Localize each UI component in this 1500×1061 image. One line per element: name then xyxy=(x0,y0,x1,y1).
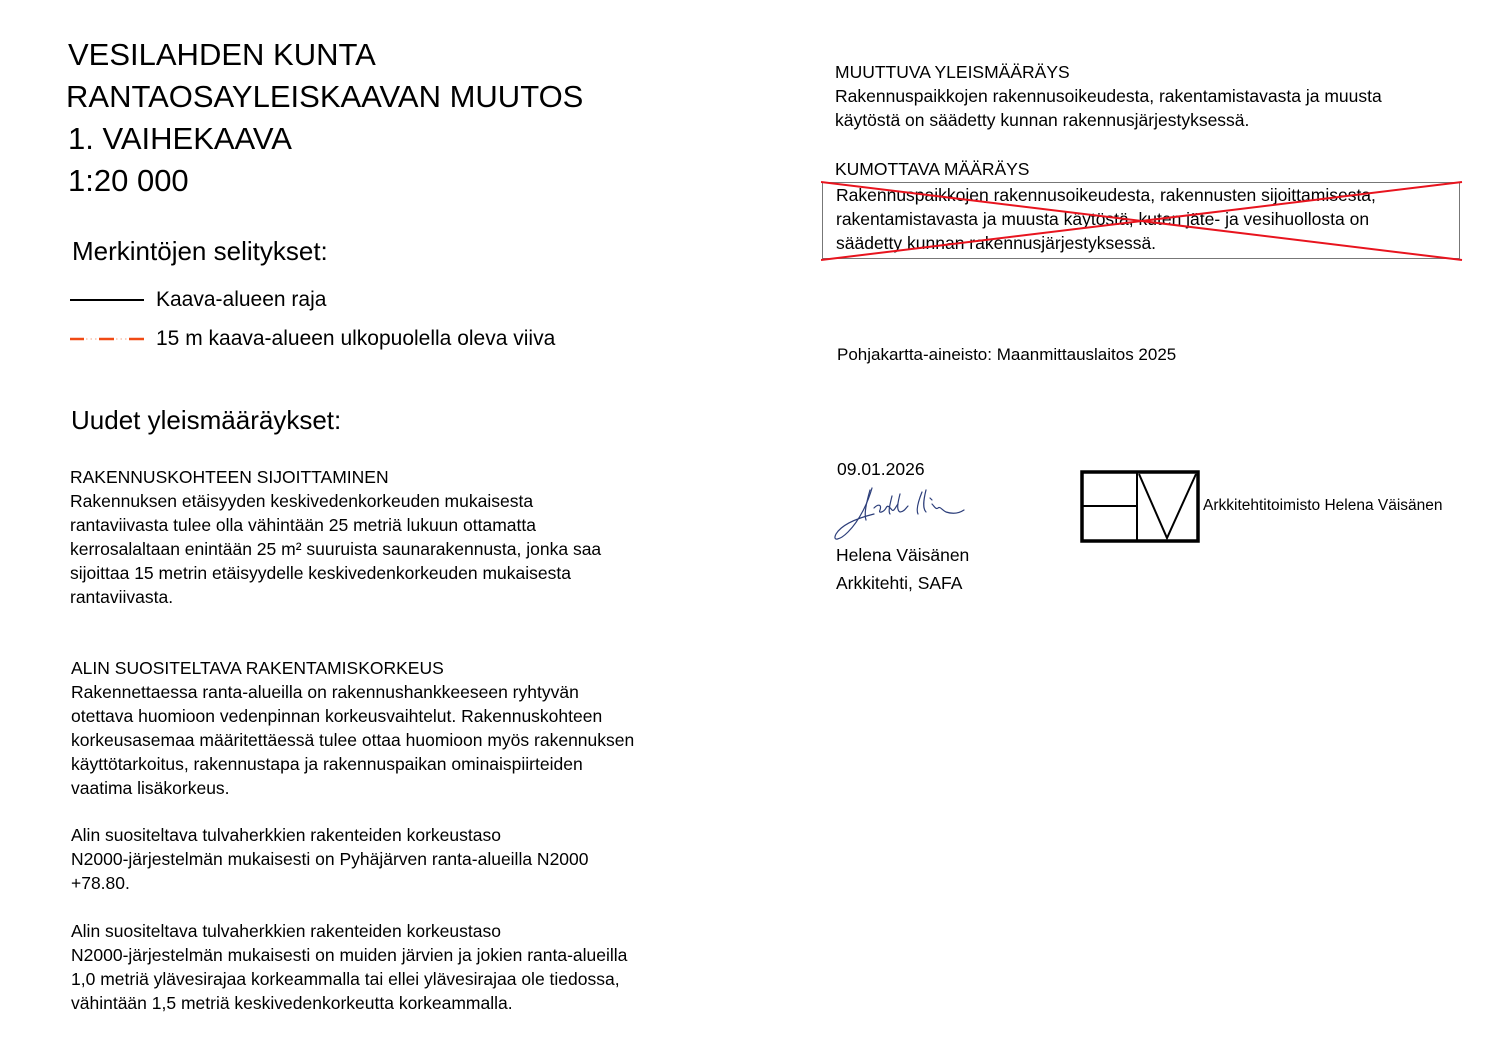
text-line: Rakennuspaikkojen rakennusoikeudesta, rakentamistavasta ja muusta xyxy=(835,86,1382,106)
section-title: RAKENNUSKOHTEEN SIJOITTAMINEN xyxy=(70,467,389,487)
text-line: käyttötarkoitus, rakennustapa ja rakennuspaikan ominaispiirteiden xyxy=(71,754,583,774)
text-line: kerrosalaltaan enintään 25 m² suuruista saunarakennusta, jonka saa xyxy=(70,539,602,559)
legend-label: Kaava-alueen raja xyxy=(156,288,327,311)
scale-label: 1:20 000 xyxy=(68,163,189,198)
municipality-title: VESILAHDEN KUNTA xyxy=(68,37,376,72)
signer-role: Arkkitehti, SAFA xyxy=(836,573,963,593)
text-line: vaatima lisäkorkeus. xyxy=(71,778,230,798)
text-line: vähintään 1,5 metriä keskivedenkorkeutta korkeammalla. xyxy=(71,993,513,1013)
legend-item-boundary xyxy=(70,288,326,312)
text-line: korkeusasemaa määritettäessä tulee ottaa huomioon myös rakennuksen xyxy=(71,730,635,750)
repealed-regulation-title: KUMOTTAVA MÄÄRÄYS xyxy=(835,159,1030,179)
text-line: rakentamistavasta ja muusta käytöstä, kuten jäte- ja vesihuollosta on xyxy=(836,209,1370,229)
regulation-paragraph-pyhajarvi xyxy=(71,823,589,895)
regulation-paragraph-other-lakes xyxy=(71,919,627,1015)
text-line: +78.80. xyxy=(71,873,130,893)
changing-regulation xyxy=(835,60,1382,132)
phase-title: 1. VAIHEKAAVA xyxy=(68,121,292,156)
text-line: Alin suositeltava tulvaherkkien rakenteiden korkeustaso xyxy=(71,825,501,845)
text-line: N2000-järjestelmän mukaisesti on Pyhäjärven ranta-alueilla N2000 xyxy=(71,849,589,869)
signature-icon xyxy=(830,484,970,544)
base-map-credit: Pohjakartta-aineisto: Maanmittauslaitos 2025 xyxy=(837,345,1177,364)
text-line: Alin suositeltava tulvaherkkien rakenteiden korkeustaso xyxy=(71,921,501,941)
text-line: Rakennuksen etäisyyden keskivedenkorkeuden mukaisesta xyxy=(70,491,534,511)
section-title: MUUTTUVA YLEISMÄÄRÄYS xyxy=(835,62,1070,82)
legend-item-15m-line xyxy=(70,327,555,351)
text-line: otettava huomioon vedenpinnan korkeusvaihtelut. Rakennuskohteen xyxy=(71,706,603,726)
company-name: Arkkitehtitoimisto Helena Väisänen xyxy=(1203,497,1443,514)
text-line: 1,0 metriä ylävesirajaa korkeammalla tai ellei ylävesirajaa ole tiedossa, xyxy=(71,969,620,989)
signature-date: 09.01.2026 xyxy=(837,459,925,479)
text-line: rantaviivasta tulee olla vähintään 25 metriä lukuun ottamatta xyxy=(70,515,536,535)
text-line: N2000-järjestelmän mukaisesti on muiden järvien ja jokien ranta-alueilla xyxy=(71,945,628,965)
text-line: sijoittaa 15 metrin etäisyydelle keskivedenkorkeuden mukaisesta xyxy=(70,563,571,583)
dashed-line-icon xyxy=(70,334,144,344)
text-line: rantaviivasta. xyxy=(70,587,174,607)
plan-title: RANTAOSAYLEISKAAVAN MUUTOS xyxy=(66,79,584,114)
text-line: säädetty kunnan rakennusjärjestyksessä. xyxy=(836,233,1157,253)
new-regulations-heading: Uudet yleismääräykset: xyxy=(71,405,342,435)
text-line: Rakennuspaikkojen rakennusoikeudesta, rakennusten sijoittamisesta, xyxy=(836,185,1376,205)
regulation-section-placement xyxy=(70,465,601,609)
legend-heading: Merkintöjen selitykset: xyxy=(72,236,328,266)
repealed-regulation-box xyxy=(822,182,1460,259)
company-logo-icon xyxy=(1080,470,1200,543)
solid-line-icon xyxy=(70,295,144,305)
text-line: Rakennettaessa ranta-alueilla on rakennushankkeeseen ryhtyvän xyxy=(71,682,579,702)
regulation-section-building-height xyxy=(71,656,634,800)
strike-cross-icon xyxy=(821,181,1463,262)
section-title: ALIN SUOSITELTAVA RAKENTAMISKORKEUS xyxy=(71,658,444,678)
title-block xyxy=(68,34,583,202)
signer-name: Helena Väisänen xyxy=(836,545,970,565)
legend-label: 15 m kaava-alueen ulkopuolella oleva viiva xyxy=(156,327,556,350)
text-line: käytöstä on säädetty kunnan rakennusjärjestyksessä. xyxy=(835,110,1250,130)
